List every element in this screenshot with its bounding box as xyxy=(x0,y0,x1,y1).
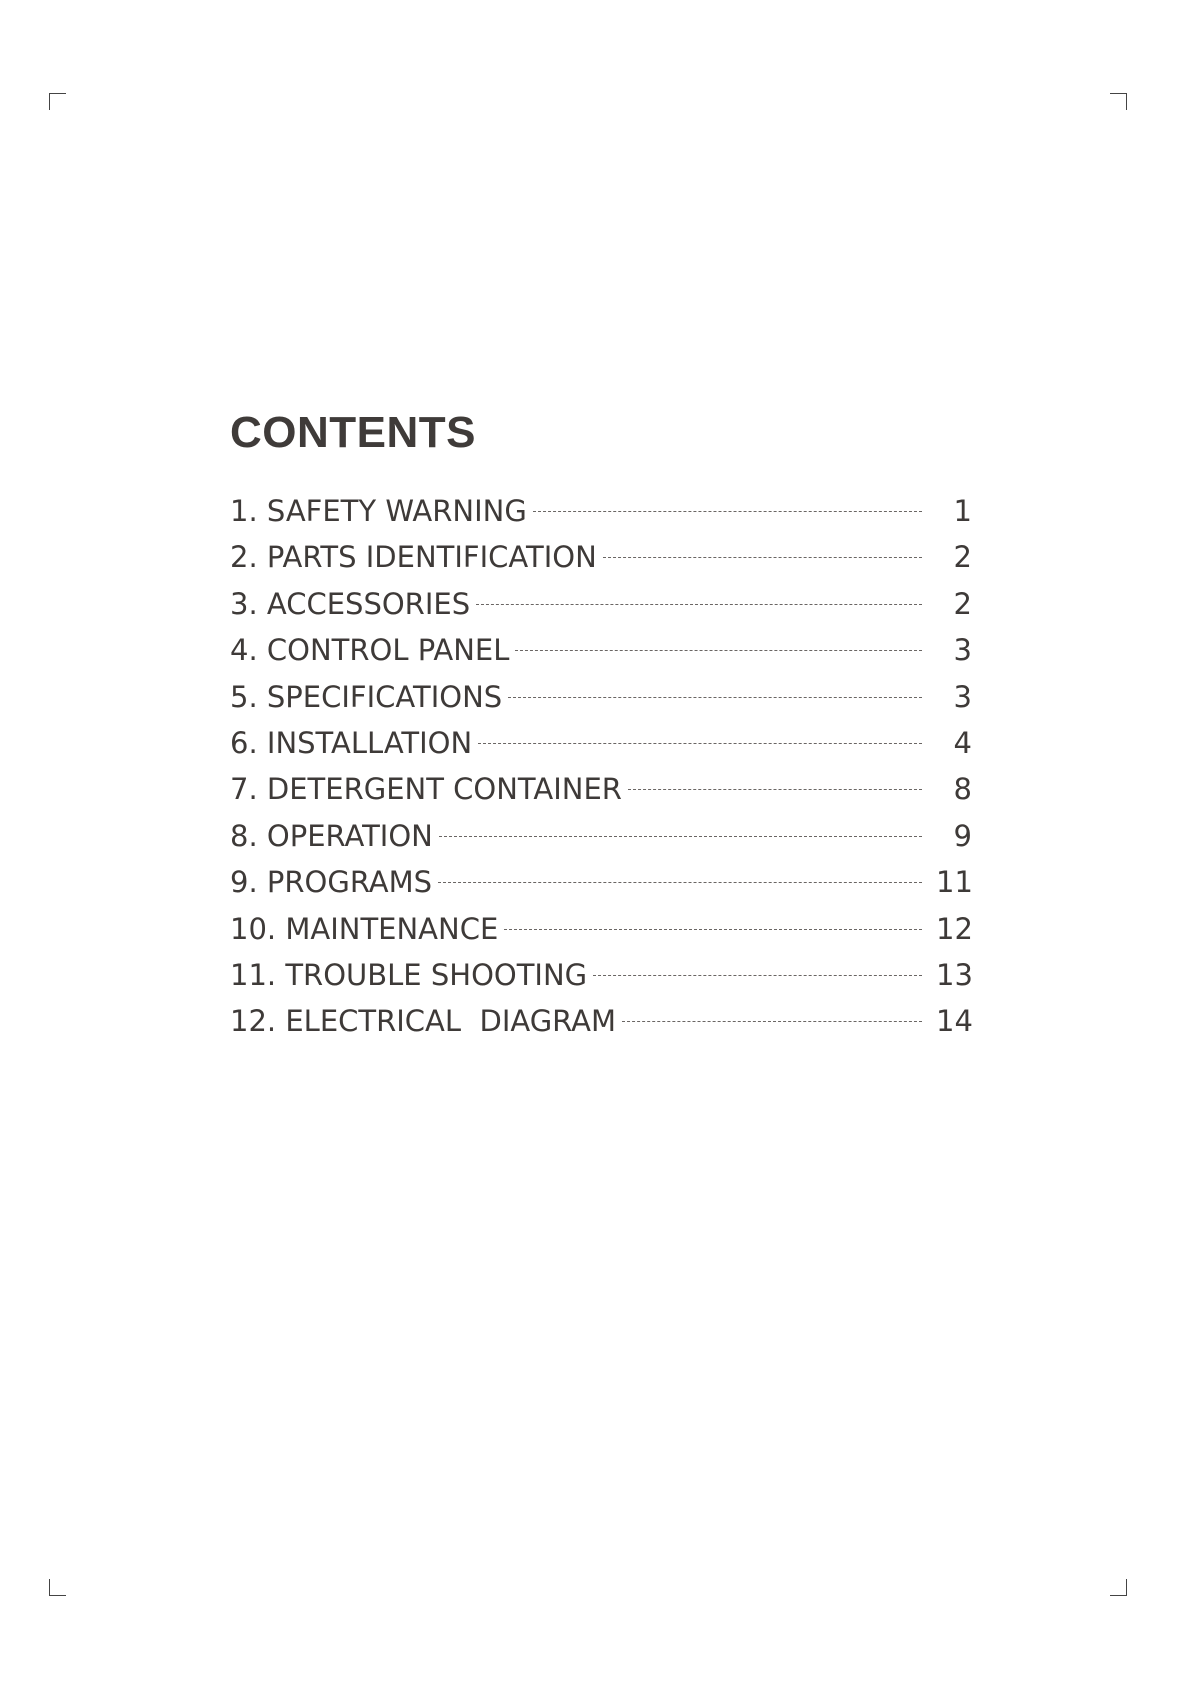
toc-entry-page: 12 xyxy=(936,911,973,946)
page-title: CONTENTS xyxy=(230,408,476,457)
toc-dot-leader xyxy=(628,789,922,790)
toc-dot-leader xyxy=(438,882,922,883)
toc-dot-leader xyxy=(593,975,922,976)
toc-entry-page: 13 xyxy=(936,957,973,992)
toc-entry-page: 9 xyxy=(953,818,972,853)
toc-entry-page: 4 xyxy=(953,725,972,760)
toc-entry xyxy=(230,720,972,766)
toc-entry xyxy=(230,766,972,812)
toc-entry xyxy=(230,534,972,580)
toc-entry xyxy=(230,952,972,998)
toc-entry-label: 6. INSTALLATION xyxy=(230,725,473,760)
toc-entry xyxy=(230,859,972,905)
table-of-contents xyxy=(230,488,972,1045)
crop-mark-top-right xyxy=(1110,93,1127,110)
toc-entry-label: 3. ACCESSORIES xyxy=(230,586,471,621)
toc-dot-leader xyxy=(478,743,922,744)
toc-dot-leader xyxy=(533,511,922,512)
toc-dot-leader xyxy=(603,557,922,558)
toc-entry-page: 1 xyxy=(953,494,972,528)
toc-entry-label: 5. SPECIFICATIONS xyxy=(230,679,503,714)
toc-entry xyxy=(230,998,972,1044)
toc-dot-leader xyxy=(476,604,922,605)
toc-entry xyxy=(230,488,972,534)
toc-entry xyxy=(230,627,972,673)
toc-entry xyxy=(230,813,972,859)
toc-entry-page: 14 xyxy=(936,1004,973,1039)
toc-entry-label: 11. TROUBLE SHOOTING xyxy=(230,957,588,992)
toc-entry xyxy=(230,581,972,627)
toc-entry-page: 2 xyxy=(953,540,972,575)
toc-dot-leader xyxy=(622,1021,922,1022)
toc-entry-label: 4. CONTROL PANEL xyxy=(230,633,510,668)
toc-entry-label: 2. PARTS IDENTIFICATION xyxy=(230,540,597,575)
toc-entry xyxy=(230,906,972,952)
toc-entry-page: 2 xyxy=(953,586,972,621)
toc-dot-leader xyxy=(508,697,922,698)
toc-entry-label: 9. PROGRAMS xyxy=(230,865,433,900)
toc-entry-label: 10. MAINTENANCE xyxy=(230,911,499,946)
toc-dot-leader xyxy=(439,836,922,837)
toc-entry-page: 11 xyxy=(936,865,973,900)
toc-entry-label: 8. OPERATION xyxy=(230,818,433,853)
crop-mark-bottom-left xyxy=(49,1579,66,1596)
toc-entry-label: 1. SAFETY WARNING xyxy=(230,494,527,528)
crop-mark-top-left xyxy=(49,93,66,110)
toc-entry-page: 3 xyxy=(953,679,972,714)
toc-entry-page: 8 xyxy=(953,772,972,807)
toc-entry-label: 7. DETERGENT CONTAINER xyxy=(230,772,622,807)
toc-dot-leader xyxy=(515,650,922,651)
toc-entry xyxy=(230,674,972,720)
toc-dot-leader xyxy=(504,929,922,930)
crop-mark-bottom-right xyxy=(1110,1579,1127,1596)
toc-entry-label: 12. ELECTRICAL DIAGRAM xyxy=(230,1004,617,1039)
toc-entry-page: 3 xyxy=(953,633,972,668)
